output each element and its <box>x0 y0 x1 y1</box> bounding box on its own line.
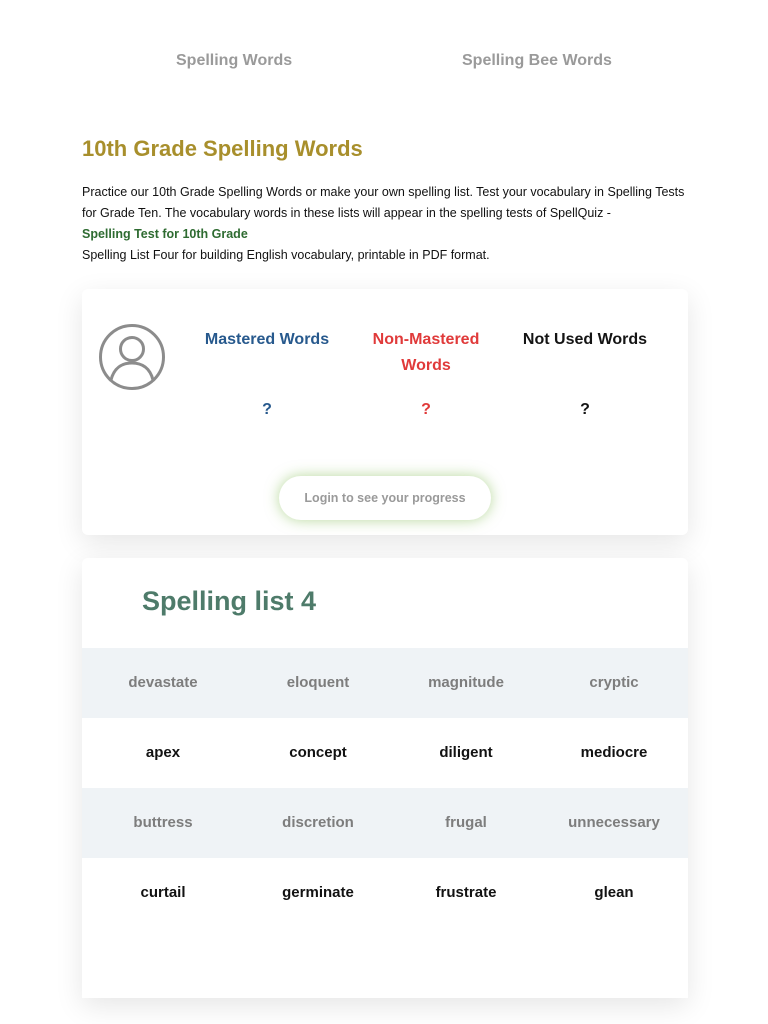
user-avatar-icon <box>98 323 166 391</box>
non-mastered-words-value: ? <box>421 401 431 418</box>
intro-text <box>82 182 694 266</box>
mastered-words-value: ? <box>262 401 272 418</box>
not-used-words-label: Not Used Words <box>522 331 648 348</box>
word-cell[interactable]: devastate <box>128 674 198 691</box>
non-mastered-words-label: Non-Mastered Words <box>372 331 480 374</box>
non-mastered-words-stat <box>351 327 501 419</box>
not-used-words-stat <box>510 327 660 419</box>
word-row <box>82 788 688 858</box>
word-cell[interactable]: diligent <box>439 744 493 761</box>
word-cell[interactable]: frugal <box>445 814 487 831</box>
mastered-words-label: Mastered Words <box>204 331 330 348</box>
nav-spelling-words[interactable]: Spelling Words <box>176 52 293 69</box>
word-cell[interactable]: curtail <box>140 884 186 901</box>
intro-tail: Spelling List Four for building English vocabulary, printable in PDF format. <box>82 248 490 262</box>
nav-spelling-bee-words[interactable]: Spelling Bee Words <box>462 52 612 69</box>
spelling-list-title: Spelling list 4 <box>142 586 317 616</box>
word-cell[interactable]: unnecessary <box>568 814 660 831</box>
mastered-words-stat <box>192 327 342 419</box>
top-navigation <box>0 0 768 120</box>
word-cell[interactable]: eloquent <box>286 674 350 691</box>
intro-paragraph: Practice our 10th Grade Spelling Words or make your own spelling list. Test your vocabulary in Spelling Tests for Grade Ten. The vocabulary words in these lists will appear in the spelling tests of SpellQuiz - <box>82 185 685 220</box>
word-cell[interactable]: discretion <box>282 814 354 831</box>
word-cell[interactable]: frustrate <box>435 884 497 901</box>
word-cell[interactable]: cryptic <box>589 674 639 691</box>
word-cell[interactable]: glean <box>594 884 634 901</box>
word-cell[interactable]: concept <box>289 744 347 761</box>
word-row <box>82 648 688 718</box>
word-cell[interactable]: mediocre <box>580 744 648 761</box>
word-cell[interactable]: germinate <box>282 884 354 901</box>
word-row <box>82 858 688 928</box>
page-title: 10th Grade Spelling Words <box>82 136 363 161</box>
not-used-words-value: ? <box>580 401 590 418</box>
word-cell[interactable]: buttress <box>133 814 193 831</box>
word-cell[interactable]: magnitude <box>428 674 504 691</box>
word-cell[interactable]: apex <box>145 744 181 761</box>
spelling-test-link[interactable]: Spelling Test for 10th Grade <box>82 227 248 241</box>
progress-card <box>82 289 688 535</box>
word-row <box>82 718 688 788</box>
login-button[interactable]: Login to see your progress <box>279 476 491 520</box>
spelling-list-card <box>82 558 688 998</box>
